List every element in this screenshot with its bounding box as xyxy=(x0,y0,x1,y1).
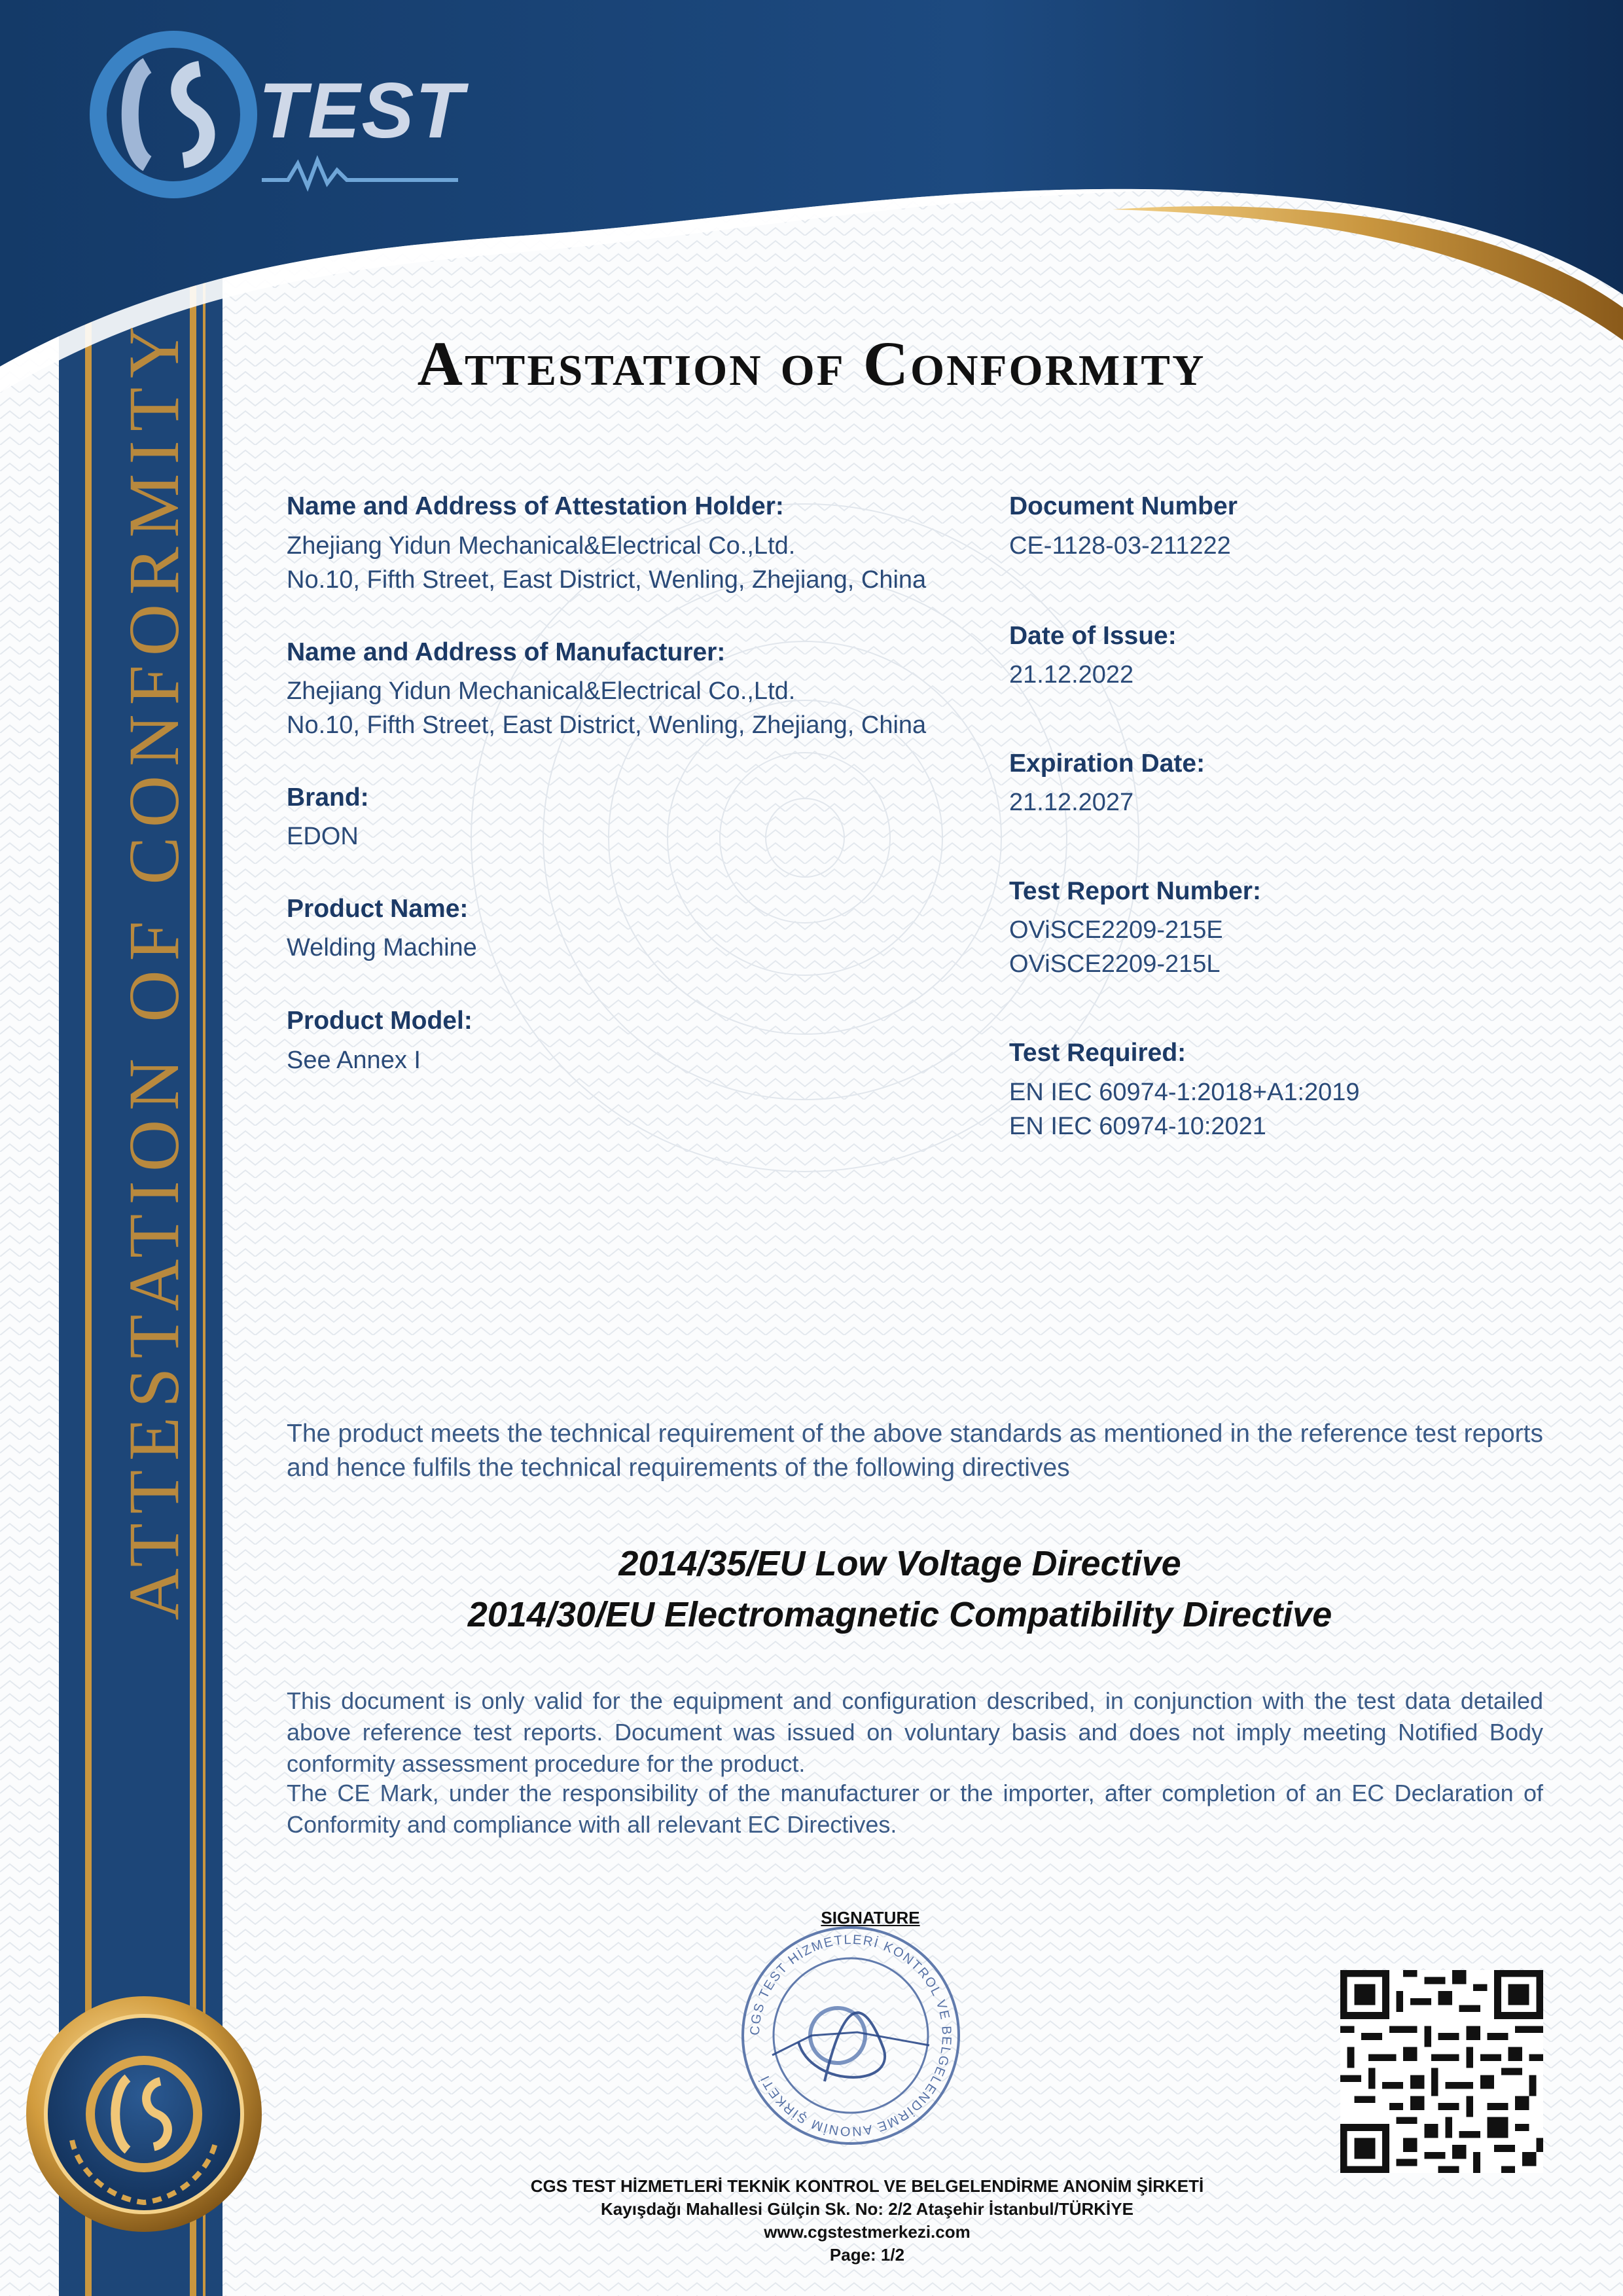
holder-label: Name and Address of Attestation Holder: xyxy=(287,492,784,520)
cgs-logo-icon xyxy=(85,26,262,203)
manufacturer-address: No.10, Fifth Street, East District, Wenling, Zhejiang, China xyxy=(287,711,927,739)
disclaimer-ce-mark: The CE Mark, under the responsibility of the manufacturer or the importer, after completion of an EC Declaration of Conformity and compliance with all relevant EC Directives. xyxy=(287,1780,1543,1838)
footer-address: Kayışdağı Mahallesi Gülçin Sk. No: 2/2 Ataşehir İstanbul/TÜRKİYE xyxy=(601,2199,1133,2219)
expiration-date-value: 21.12.2027 xyxy=(1009,789,1134,816)
logo-text: TEST xyxy=(259,67,465,154)
brand-label: Brand: xyxy=(287,783,369,812)
test-required-label: Test Required: xyxy=(1009,1039,1186,1067)
footer-website: www.cgstestmerkezi.com xyxy=(764,2222,971,2242)
product-name-label: Product Name: xyxy=(287,895,469,923)
issue-date-value: 21.12.2022 xyxy=(1009,661,1134,689)
qr-code-icon xyxy=(1340,1970,1543,2173)
issue-date-label: Date of Issue: xyxy=(1009,622,1177,650)
holder-name: Zhejiang Yidun Mechanical&Electrical Co.,Ltd. xyxy=(287,532,796,560)
product-name-value: Welding Machine xyxy=(287,934,477,961)
product-model-label: Product Model: xyxy=(287,1007,473,1035)
manufacturer-name: Zhejiang Yidun Mechanical&Electrical Co.,Ltd. xyxy=(287,677,796,705)
document-number-label: Document Number xyxy=(1009,492,1238,520)
waveform-icon xyxy=(262,154,458,193)
conformity-statement: The product meets the technical requirement of the above standards as mentioned in the reference test reports and hence fulfils the technical requirements of the following directives xyxy=(287,1420,1543,1482)
svg-text:CGS TEST HİZMETLERİ KONTROL VE xyxy=(748,1933,954,2138)
manufacturer-label: Name and Address of Manufacturer: xyxy=(287,638,726,666)
side-title: ATTESTATION OF CONFORMITY xyxy=(114,317,194,1621)
holder-address: No.10, Fifth Street, East District, Wenling, Zhejiang, China xyxy=(287,566,927,594)
test-required-value-2: EN IEC 60974-10:2021 xyxy=(1009,1113,1266,1140)
footer-company: CGS TEST HİZMETLERİ TEKNİK KONTROL VE BELGELENDİRME ANONİM ŞİRKETİ xyxy=(530,2176,1204,2196)
product-model-value: See Annex I xyxy=(287,1047,421,1074)
document-number-value: CE-1128-03-211222 xyxy=(1009,532,1231,560)
company-stamp-icon xyxy=(733,1918,969,2153)
expiration-date-label: Expiration Date: xyxy=(1009,749,1205,778)
test-report-label: Test Report Number: xyxy=(1009,877,1261,905)
test-required-value-1: EN IEC 60974-1:2018+A1:2019 xyxy=(1009,1079,1360,1106)
signature-label: SIGNATURE xyxy=(821,1908,920,1928)
directive-emc: 2014/30/EU Electromagnetic Compatibility Directive xyxy=(467,1595,1332,1634)
test-report-value-1: OViSCE2209-215E xyxy=(1009,916,1223,944)
test-report-value-2: OViSCE2209-215L xyxy=(1009,950,1221,978)
directive-lvd: 2014/35/EU Low Voltage Directive xyxy=(618,1544,1181,1583)
stamp-text: CGS TEST HİZMETLERİ KONTROL VE BELGELENDİRME ANONİM ŞİRKETİ xyxy=(747,1932,954,2139)
footer-page-number: Page: 1/2 xyxy=(829,2245,905,2265)
brand-value: EDON xyxy=(287,823,359,850)
disclaimer-validity: This document is only valid for the equipment and configuration described, in conjunction with the test data detailed above reference test reports. Document was issued on voluntary basis and does not imply meeting Notified Body conformity assessment procedure for the product. xyxy=(287,1687,1543,1777)
page-title: Attestation of Conformity xyxy=(417,329,1206,399)
